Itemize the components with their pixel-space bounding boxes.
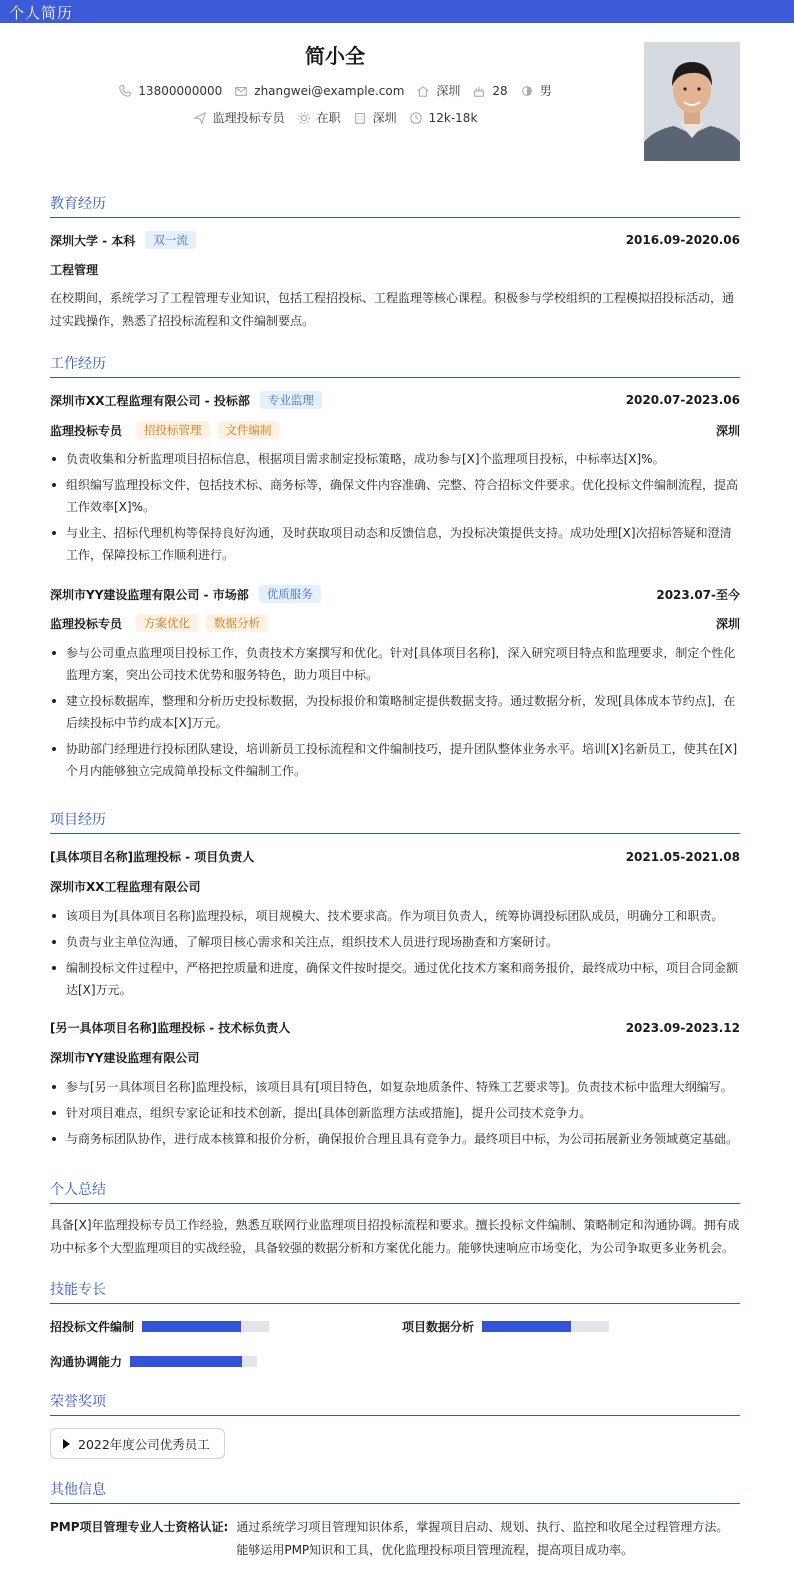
education-period: 2016.09-2020.06 (625, 233, 740, 247)
work-1-period: 2020.07-2023.06 (625, 393, 740, 407)
age-info (472, 84, 507, 98)
education-header (50, 231, 740, 249)
school-name: 深圳大学 - 本科 (50, 233, 136, 248)
status-info (297, 109, 341, 126)
list-item: 针对项目难点，组织专家论证和技术创新，提出[具体创新监理方法或措施]，提升公司技术竞争力。 (50, 1102, 740, 1124)
work-1-tag: 专业监理 (260, 391, 322, 409)
project-2-bullets (50, 1076, 740, 1154)
gear-icon (297, 111, 311, 125)
project-2-company: 深圳市YY建设监理有限公司 (50, 1051, 200, 1065)
play-triangle-icon (63, 1439, 70, 1449)
skill-bar-fill (482, 1321, 571, 1332)
skill-bar (130, 1356, 257, 1367)
project-1-bullets (50, 905, 740, 1005)
page-title: 个人简历 (9, 4, 74, 22)
list-item: 负责收集和分析监理项目招标信息，根据项目需求制定投标策略，成功参与[X]个监理项目投标，中标率达[X]%。 (50, 448, 740, 470)
major-row (50, 261, 740, 278)
section-projects-title: 项目经历 (50, 809, 740, 834)
send-icon (193, 111, 207, 125)
gender-text: 男 (539, 84, 552, 98)
list-item: 该项目为[具体项目名称]监理投标，项目规模大、技术要求高。作为项目负责人，统筹协调投标团队成员，明确分工和职责。 (50, 905, 740, 927)
phone-info (118, 84, 222, 98)
skill-bar-fill (142, 1321, 241, 1332)
project-1-title: [具体项目名称]监理投标 - 项目负责人 (50, 850, 255, 864)
work-2-tag: 优质服务 (259, 585, 321, 603)
education-desc: 在校期间，系统学习了工程管理专业知识，包括工程招投标、工程监理等核心课程。积极参与学校组织的工程模拟招投标活动，通过实践操作，熟悉了招投标流程和文件编制要点。 (50, 291, 735, 328)
skill-name: 招投标文件编制 (50, 1320, 135, 1334)
work-2-role-row (50, 614, 740, 632)
contact-row (0, 82, 670, 99)
work-1-skill-tag: 招投标管理 (136, 421, 210, 439)
skill-item (402, 1318, 609, 1335)
skill-bar (142, 1321, 269, 1332)
other-label: PMP项目管理专业人士资格认证: (50, 1520, 229, 1534)
work-1-role-row (50, 421, 740, 439)
building-icon (353, 111, 367, 125)
work-2-role: 监理投标专员 (50, 616, 123, 631)
section-work-title: 工作经历 (50, 353, 740, 378)
position-text: 监理投标专员 (212, 111, 285, 125)
profile-photo (644, 42, 740, 161)
work-1-skill-tag: 文件编制 (218, 421, 280, 439)
list-item: 建立投标数据库，整理和分析历史投标数据，为投标报价和策略制定提供数据支持。通过数据分析，发现[具体成本节约点]，在后续投标中节约成本[X]万元。 (50, 690, 740, 734)
section-skills-title: 技能专长 (50, 1279, 740, 1304)
work-1-company: 深圳市XX工程监理有限公司 - 投标部 (50, 393, 250, 408)
target-city-text: 深圳 (372, 111, 397, 125)
project-2-period: 2023.09-2023.12 (625, 1020, 740, 1035)
salary-text: 12k-18k (428, 110, 478, 125)
mail-icon (234, 84, 248, 98)
email-text: zhangwei@example.com (254, 83, 405, 98)
status-text: 在职 (316, 111, 341, 125)
home-icon (416, 84, 430, 98)
list-item: 与商务标团队协作，进行成本核算和报价分析，确保报价合理且具有竞争力。最终项目中标，为公司拓展新业务领域奠定基础。 (50, 1128, 740, 1150)
person-name: 简小全 (305, 44, 365, 68)
work-2-company: 深圳市YY建设监理有限公司 - 市场部 (50, 587, 249, 602)
project-1-company-row (50, 878, 740, 895)
skill-name: 沟通协调能力 (50, 1355, 123, 1369)
award-text: 2022年度公司优秀员工 (78, 1436, 210, 1452)
list-item: 编制投标文件过程中，严格把控质量和进度，确保文件按时提交。通过优化技术方案和商务报价，最终成功中标，项目合同金额达[X]万元。 (50, 957, 740, 1001)
age-text: 28 (492, 83, 508, 98)
school-tag: 双一流 (145, 231, 196, 249)
section-awards-title: 荣誉奖项 (50, 1391, 740, 1416)
list-item: 与业主、招标代理机构等保持良好沟通，及时获取项目动态和反馈信息，为投标决策提供支持。成功处理[X]次招标答疑和澄清工作，保障投标工作顺利进行。 (50, 522, 740, 566)
salary-info (409, 111, 478, 125)
work-1-location: 深圳 (715, 423, 740, 438)
city-text: 深圳 (436, 84, 461, 98)
work-2-header (50, 585, 740, 603)
other-info-row (50, 1516, 740, 1562)
list-item: 协助部门经理进行投标团队建设，培训新员工投标流程和文件编制技巧，提升团队整体业务水平。培训[X]名新员工，使其在[X]个月内能够独立完成简单投标文件编制工作。 (50, 738, 740, 782)
list-item: 负责与业主单位沟通，了解项目核心需求和关注点，组织技术人员进行现场勘查和方案研讨。 (50, 931, 740, 953)
phone-text: 13800000000 (138, 83, 223, 98)
job-row (0, 109, 670, 126)
work-1-bullets (50, 448, 740, 570)
project-1-header (50, 848, 740, 865)
skill-item (50, 1353, 257, 1370)
gender-icon (520, 84, 534, 98)
award-item[interactable] (50, 1428, 225, 1459)
header-bar (0, 0, 794, 23)
cake-icon (472, 84, 486, 98)
skill-bar-fill (130, 1356, 242, 1367)
other-value: 通过系统学习项目管理知识体系，掌握项目启动、规划、执行、监控和收尾全过程管理方法。能够运用PMP知识和工具，优化监理投标项目管理流程，提高项目成功率。 (236, 1520, 729, 1557)
section-other-title: 其他信息 (50, 1479, 740, 1504)
target-city-info (353, 109, 397, 126)
summary-text: 具备[X]年监理投标专员工作经验，熟悉互联网行业监理项目招投标流程和要求。擅长投标文件编制、策略制定和沟通协调。拥有成功中标多个大型监理项目的实战经验，具备较强的数据分析和方案优化能力。能够快速响应市场变化，为公司争取更多业务机会。 (50, 1218, 740, 1255)
work-1-role: 监理投标专员 (50, 423, 123, 438)
gender-info (520, 82, 552, 99)
work-2-skill-tag: 方案优化 (136, 614, 198, 632)
city-info (416, 82, 460, 99)
section-education-title: 教育经历 (50, 193, 740, 218)
skill-item (50, 1318, 269, 1335)
email-info (234, 84, 404, 98)
work-2-bullets (50, 642, 740, 786)
position-info (193, 109, 285, 126)
phone-icon (118, 84, 132, 98)
list-item: 参与[另一具体项目名称]监理投标，该项目具有[项目特色，如复杂地质条件、特殊工艺要求等]。负责技术标中监理大纲编写。 (50, 1076, 740, 1098)
project-2-header (50, 1019, 740, 1036)
work-1-header (50, 391, 740, 409)
work-2-skill-tag: 数据分析 (206, 614, 268, 632)
section-summary-title: 个人总结 (50, 1179, 740, 1204)
clock-icon (409, 111, 423, 125)
major-name: 工程管理 (50, 263, 99, 277)
skill-bar (482, 1321, 609, 1332)
skill-name: 项目数据分析 (402, 1320, 475, 1334)
list-item: 参与公司重点监理项目投标工作，负责技术方案撰写和优化。针对[具体项目名称]，深入研究项目特点和监理要求，制定个性化监理方案，突出公司技术优势和服务特色，助力项目中标。 (50, 642, 740, 686)
work-2-period: 2023.07-至今 (656, 587, 740, 602)
work-2-location: 深圳 (715, 616, 740, 631)
list-item: 组织编写监理投标文件，包括技术标、商务标等，确保文件内容准确、完整、符合招标文件要求。优化投标文件编制流程，提高工作效率[X]%。 (50, 474, 740, 518)
project-1-company: 深圳市XX工程监理有限公司 (50, 880, 201, 894)
project-2-company-row (50, 1049, 740, 1066)
project-2-title: [另一具体项目名称]监理投标 - 技术标负责人 (50, 1021, 291, 1035)
project-1-period: 2021.05-2021.08 (625, 849, 740, 864)
